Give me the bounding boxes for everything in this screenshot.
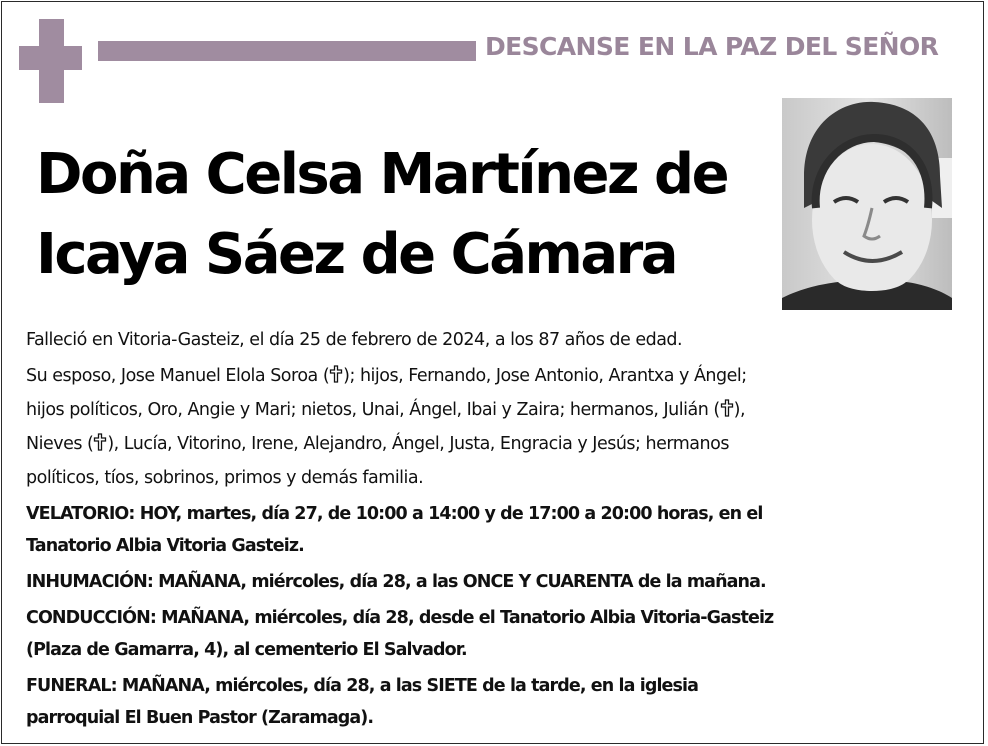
family-paragraph	[26, 360, 966, 494]
funeral-line: FUNERAL: MAÑANA, miércoles, día 28, a las SIETE de la tarde, en la iglesia	[26, 676, 699, 696]
velatorio-line: Tanatorio Albia Vitoria Gasteiz.	[26, 536, 304, 556]
obituary-card	[1, 1, 984, 744]
family-text: ); hijos, Fernando, Jose Antonio, Arantxa y Ángel;	[343, 366, 747, 386]
death-notice: Falleció en Vitoria-Gasteiz, el día 25 de febrero de 2024, a los 87 años de edad.	[26, 330, 683, 350]
deceased-name-line1: Doña Celsa Martínez de	[36, 142, 728, 207]
latin-cross-icon-arm	[19, 46, 82, 70]
conduccion-line: (Plaza de Gamarra, 4), al cementerio El Salvador.	[26, 640, 467, 660]
inhumacion-line: INHUMACIÓN: MAÑANA, miércoles, día 28, a las ONCE Y CUARENTA de la mañana.	[26, 572, 766, 592]
portrait-photo	[782, 98, 952, 310]
family-text: Su esposo, Jose Manuel Elola Soroa (	[26, 366, 330, 386]
deceased-cross-icon	[720, 396, 734, 428]
funeral-paragraph	[26, 670, 966, 734]
inhumacion-paragraph	[26, 566, 966, 598]
velatorio-paragraph	[26, 498, 966, 562]
family-line	[26, 360, 966, 394]
family-text: ),	[733, 400, 746, 420]
family-line	[26, 394, 966, 428]
deceased-cross-icon	[329, 362, 343, 394]
portrait-image	[782, 98, 952, 310]
family-text: hijos políticos, Oro, Angie y Mari; nietos, Unai, Ángel, Ibai y Zaira; hermanos, Julián (	[26, 400, 720, 420]
deceased-name	[36, 135, 776, 295]
funeral-line: parroquial El Buen Pastor (Zaramaga).	[26, 708, 374, 728]
family-text: Nieves (	[26, 434, 94, 454]
obituary-body	[26, 324, 966, 738]
header-title: DESCANSE EN LA PAZ DEL SEÑOR	[485, 32, 939, 61]
conduccion-paragraph	[26, 602, 966, 666]
velatorio-line: VELATORIO: HOY, martes, día 27, de 10:00 a 14:00 y de 17:00 a 20:00 horas, en el	[26, 504, 763, 524]
family-text: ), Lucía, Vitorino, Irene, Alejandro, Ángel, Justa, Engracia y Jesús; hermanos	[107, 434, 729, 454]
deceased-name-line2: Icaya Sáez de Cámara	[36, 222, 677, 287]
deceased-cross-icon	[93, 430, 107, 462]
conduccion-line: CONDUCCIÓN: MAÑANA, miércoles, día 28, desde el Tanatorio Albia Vitoria-Gasteiz	[26, 608, 774, 628]
family-line	[26, 428, 966, 462]
header-divider-bar	[98, 41, 476, 61]
family-line: políticos, tíos, sobrinos, primos y demás familia.	[26, 468, 424, 488]
